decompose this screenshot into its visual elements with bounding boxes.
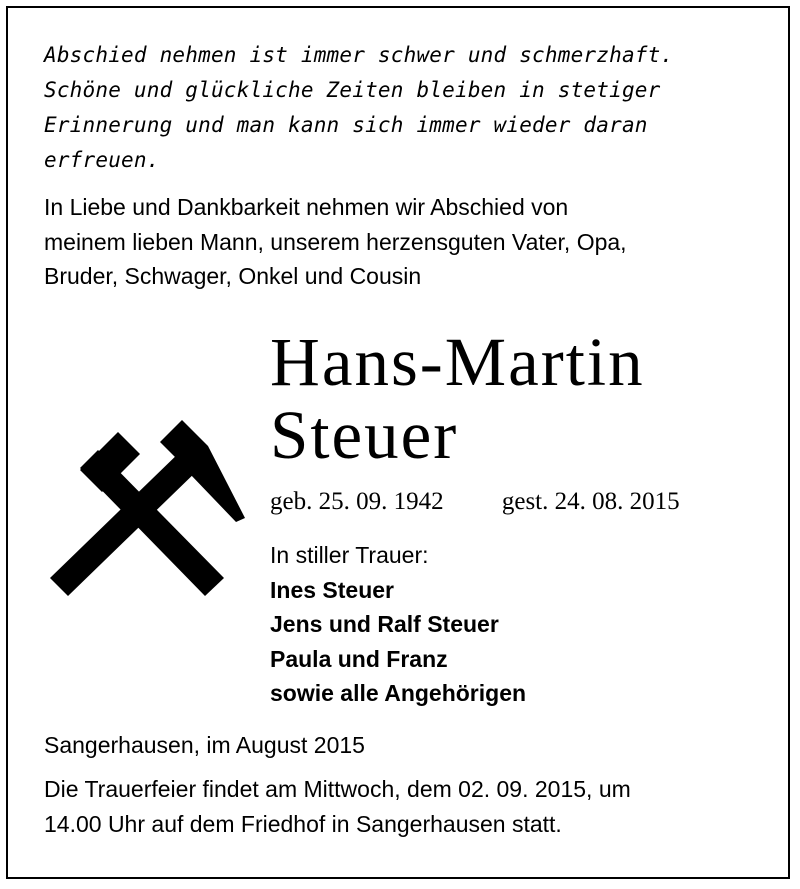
mourner-name: Jens und Ralf Steuer — [270, 611, 499, 637]
intro-text — [44, 190, 770, 294]
ceremony-line: 14.00 Uhr auf dem Friedhof in Sangerhausen statt. — [44, 810, 562, 837]
quote-line: Erinnerung und man kann sich immer wieder daran — [44, 113, 648, 137]
mourners-list — [270, 538, 526, 711]
quote-line: Abschied nehmen ist immer schwer und schmerzhaft. — [44, 43, 674, 67]
farewell-quote — [44, 38, 770, 178]
ceremony-info — [44, 772, 770, 841]
ceremony-line: Die Trauerfeier findet am Mittwoch, dem 02. 09. 2015, um — [44, 776, 631, 802]
mourner-name: Ines Steuer — [270, 576, 394, 603]
life-dates — [270, 488, 680, 516]
place-and-date: Sangerhausen, im August 2015 — [44, 732, 365, 758]
death-date: gest. 24. 08. 2015 — [501, 488, 680, 515]
mourner-name: Paula und Franz — [270, 645, 448, 672]
hammer-and-pick-icon — [40, 418, 255, 607]
last-name: Steuer — [270, 397, 459, 473]
quote-line: Schöne und glückliche Zeiten bleiben in stetiger — [44, 78, 661, 102]
quote-line: erfreuen. — [44, 148, 160, 172]
birth-date: geb. 25. 09. 1942 — [270, 488, 444, 515]
intro-line: In Liebe und Dankbarkeit nehmen wir Abschied von — [44, 194, 569, 220]
deceased-name — [270, 326, 645, 472]
intro-line: meinem lieben Mann, unserem herzensguten Vater, Opa, — [44, 228, 627, 255]
mourners-heading: In stiller Trauer: — [270, 542, 429, 568]
intro-line: Bruder, Schwager, Onkel und Cousin — [44, 263, 422, 289]
first-name: Hans-Martin — [270, 324, 645, 400]
mourner-name: sowie alle Angehörigen — [270, 680, 527, 706]
